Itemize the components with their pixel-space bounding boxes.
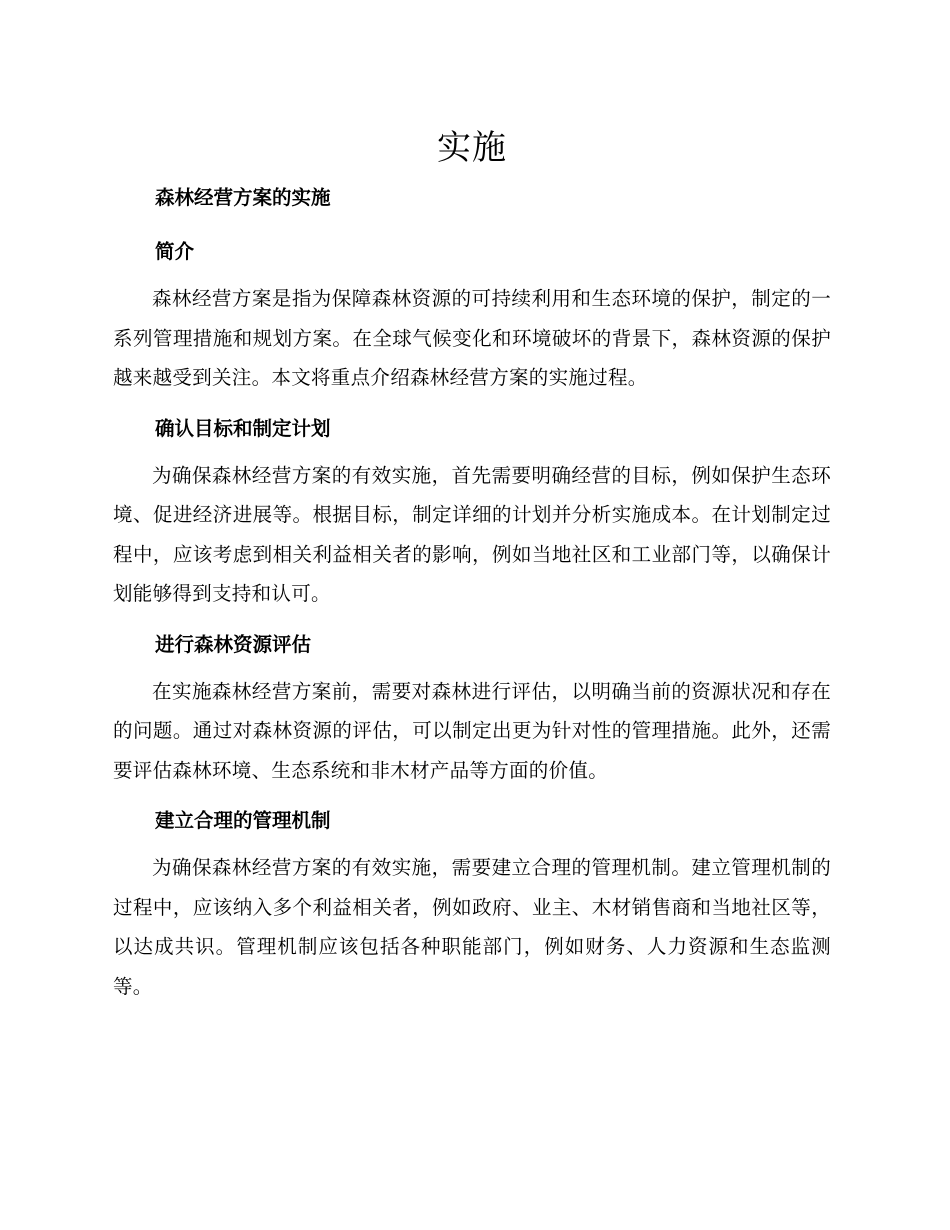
section-goals-and-planning bbox=[113, 414, 831, 614]
section-management-mechanism bbox=[113, 806, 831, 1006]
section-paragraph: 为确保森林经营方案的有效实施，需要建立合理的管理机制。建立管理机制的过程中，应该纳入多个利益相关者，例如政府、业主、木材销售商和当地社区等，以达成共识。管理机制应该包括各种职能部门，例如财务、人力资源和生态监测等。 bbox=[113, 856, 831, 998]
spacer bbox=[113, 836, 831, 848]
spacer bbox=[113, 660, 831, 672]
page-title: 实施 bbox=[437, 128, 507, 168]
section-paragraph: 森林经营方案是指为保障森林资源的可持续利用和生态环境的保护，制定的一系列管理措施和规划方案。在全球气候变化和环境破坏的背景下，森林资源的保护越来越受到关注。本文将重点介绍森林经营方案的实施过程。 bbox=[113, 287, 831, 389]
document-subtitle: 森林经营方案的实施 bbox=[155, 186, 331, 209]
section-paragraph: 为确保森林经营方案的有效实施，首先需要明确经营的目标，例如保护生态环境、促进经济进展等。根据目标，制定详细的计划并分析实施成本。在计划制定过程中，应该考虑到相关利益相关者的影响，例如当地社区和工业部门等，以确保计划能够得到支持和认可。 bbox=[113, 463, 831, 605]
spacer bbox=[113, 213, 831, 237]
document-page bbox=[113, 126, 831, 1006]
section-heading: 简介 bbox=[155, 240, 195, 263]
section-heading: 进行森林资源评估 bbox=[155, 632, 312, 656]
spacer bbox=[113, 790, 831, 806]
section-heading: 建立合理的管理机制 bbox=[155, 809, 331, 832]
spacer bbox=[113, 614, 831, 630]
spacer bbox=[113, 398, 831, 414]
section-intro bbox=[113, 237, 831, 398]
section-resource-assessment bbox=[113, 630, 831, 791]
section-heading: 确认目标和制定计划 bbox=[155, 416, 331, 440]
spacer bbox=[113, 444, 831, 456]
section-paragraph: 在实施森林经营方案前，需要对森林进行评估，以明确当前的资源状况和存在的问题。通过对森林资源的评估，可以制定出更为针对性的管理措施。此外，还需要评估森林环境、生态系统和非木材产品等方面的价值。 bbox=[113, 679, 831, 782]
spacer bbox=[113, 267, 831, 279]
